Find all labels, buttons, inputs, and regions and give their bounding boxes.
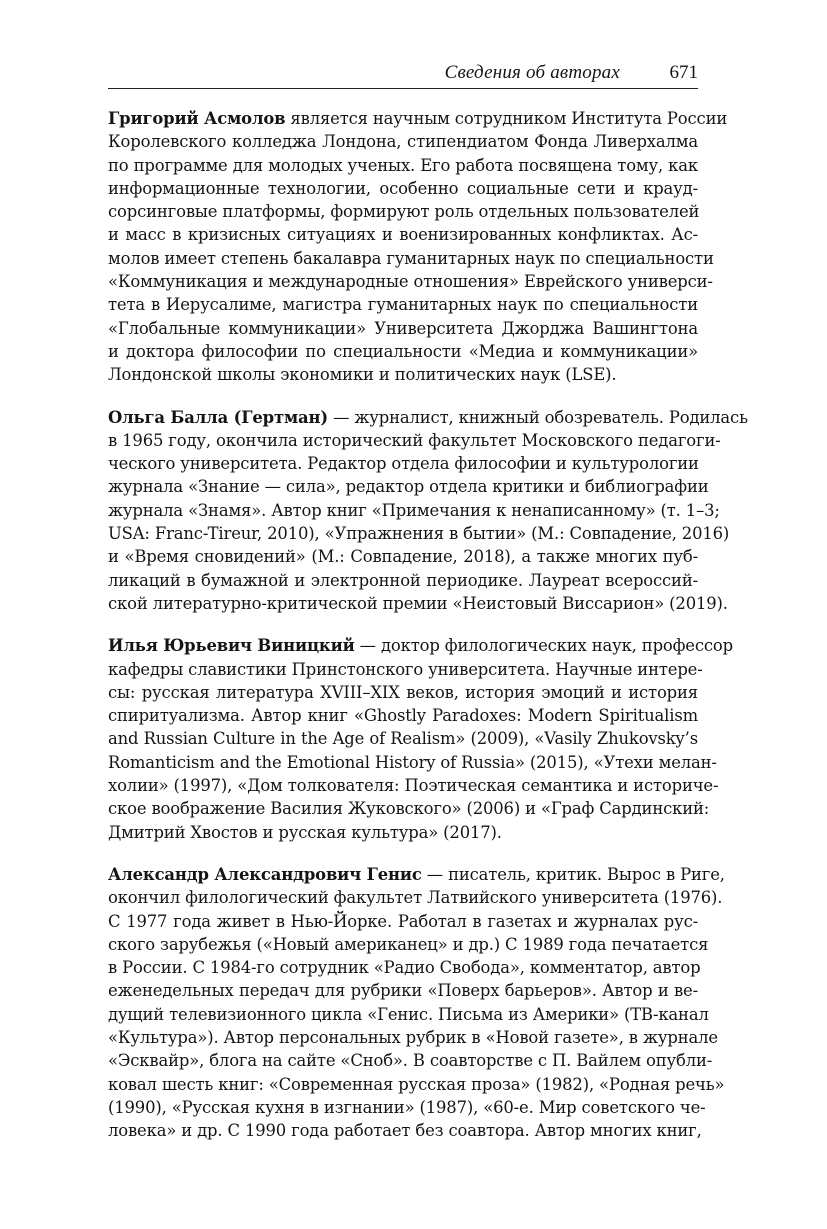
text-line: еженедельных передач для рубрики «Поверх барьеров». Автор и ве- (108, 981, 698, 1001)
text-line: окончил филологический факультет Латвийского университета (1976). (108, 888, 723, 908)
author-entries (108, 107, 748, 1161)
text-line: по программе для молодых ученых. Его работа посвящена тому, как (108, 155, 698, 175)
text-line: С 1977 года живет в Нью-Йорке. Работал в газетах и журналах рус- (108, 911, 698, 931)
text-line: дущий телевизионного цикла «Генис. Письма из Америки» (ТВ-канал (108, 1004, 709, 1024)
text-line: и «Время сновидений» (М.: Совпадение, 2018), а также многих пуб- (108, 547, 698, 567)
text-line: журнала «Знание — сила», редактор отдела критики и библиографии (108, 477, 709, 497)
running-header (108, 58, 698, 89)
text-line: Королевского колледжа Лондона, стипендиатом Фонда Ливерхалма (108, 132, 698, 152)
text-line: Romanticism and the Emotional History of Russia» (2015), «Утехи мелан- (108, 752, 717, 772)
author-name: Григорий Асмолов (108, 109, 286, 128)
text-line: Дмитрий Хвостов и русская культура» (2017). (108, 822, 502, 842)
text-line: журнала «Знамя». Автор книг «Примечания к ненаписанному» (т. 1–3; (108, 500, 720, 520)
author-name: Александр Александрович Генис (108, 864, 422, 884)
text-line: ского зарубежья («Новый американец» и др.) С 1989 года печатается (108, 934, 709, 954)
text-line: холии» (1997), «Дом толкователя: Поэтическая семантика и историче- (108, 776, 719, 796)
text-line: ское воображение Василия Жуковского» (2006) и «Граф Сардинский: (108, 799, 710, 819)
text-line: кафедры славистики Принстонского университета. Научные интере- (108, 659, 703, 679)
text-line: и доктора философии по специальности «Медиа и коммуникации» (108, 341, 698, 361)
text-line: ловека» и др. С 1990 года работает без соавтора. Автор многих книг, (108, 1121, 702, 1141)
text-line: молов имеет степень бакалавра гуманитарных наук по специальности (108, 248, 714, 268)
text-line: Александр Александрович Генис — писатель, критик. Вырос в Риге, (108, 864, 725, 884)
text-line: «Культура»). Автор персональных рубрик в «Новой газете», в журнале (108, 1027, 718, 1047)
text-line: (1990), «Русская кухня в изгнании» (1987), «60-е. Мир советского че- (108, 1097, 706, 1117)
author-entry-genis (108, 863, 725, 1143)
running-title: Сведения об авторах (444, 62, 620, 83)
text-line: «Коммуникация и международные отношения» Еврейского универси- (108, 272, 713, 292)
author-name: Ольга Балла (Гертман) (108, 407, 328, 427)
text-line: сы: русская литература XVIII–XIX веков, история эмоций и история (108, 682, 698, 702)
page-number: 671 (669, 62, 698, 83)
text-line: сорсинговые платформы, формируют роль отдельных пользователей (108, 202, 700, 222)
text-line: и масс в кризисных ситуациях и военизированных конфликтах. Ас- (108, 225, 698, 245)
author-entry-balla (108, 406, 748, 616)
text-line: Ольга Балла (Гертман) — журналист, книжный обозреватель. Родилась (108, 407, 748, 427)
text-line: в России. С 1984-го сотрудник «Радио Свобода», комментатор, автор (108, 958, 701, 978)
author-entry-asmolov (108, 107, 728, 387)
text-line: ской литературно-критической премии «Неистовый Виссарион» (2019). (108, 593, 728, 613)
text-line: спиритуализма. Автор книг «Ghostly Paradoxes: Modern Spiritualism (108, 706, 698, 726)
text-line: Григорий Асмолов является научным сотрудником Института России (108, 109, 728, 128)
text-line: тета в Иерусалиме, магистра гуманитарных наук по специальности (108, 295, 698, 315)
author-name: Илья Юрьевич Виницкий (108, 636, 355, 656)
text-line: and Russian Culture in the Age of Realism» (2009), «Vasily Zhukovsky’s (108, 729, 698, 749)
text-line: «Эсквайр», блога на сайте «Сноб». В соавторстве с П. Вайлем опубли- (108, 1051, 713, 1071)
author-entry-vinitsky (108, 634, 733, 844)
text-line: Илья Юрьевич Виницкий — доктор филологических наук, профессор (108, 636, 733, 656)
text-line: ликаций в бумажной и электронной периодике. Лауреат всероссий- (108, 570, 698, 590)
text-line: ческого университета. Редактор отдела философии и культурологии (108, 454, 699, 474)
text-line: USA: Franc-Tireur, 2010), «Упражнения в бытии» (М.: Совпадение, 2016) (108, 524, 730, 544)
text-line: в 1965 году, окончила исторический факультет Московского педагоги- (108, 430, 721, 450)
text-line: информационные технологии, особенно социальные сети и крауд- (108, 178, 698, 198)
text-line: «Глобальные коммуникации» Университета Джорджа Вашингтона (108, 318, 698, 338)
text-line: ковал шесть книг: «Современная русская проза» (1982), «Родная речь» (108, 1074, 725, 1094)
text-line: Лондонской школы экономики и политических наук (LSE). (108, 365, 617, 385)
